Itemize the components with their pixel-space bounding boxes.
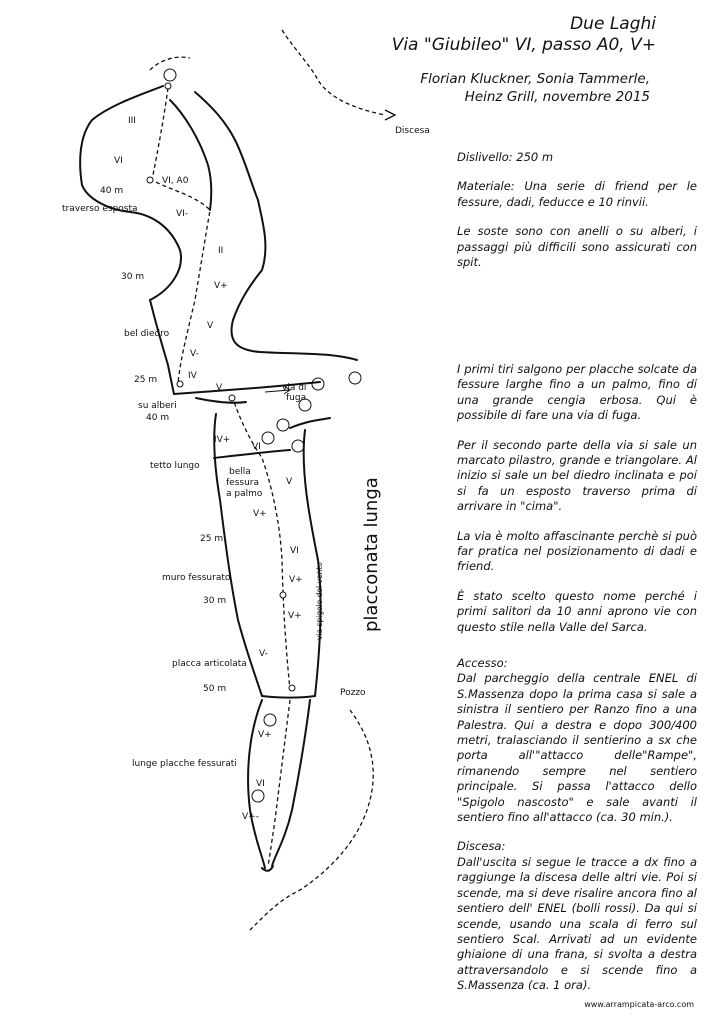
label-grade: V-: [259, 649, 268, 659]
label-grade: V+: [288, 611, 302, 621]
label-feature: a palmo: [226, 489, 263, 499]
spigolo-label: via spigolo del vento: [315, 562, 324, 640]
label-feature: placca articolata: [172, 659, 247, 669]
belay-4: [229, 395, 235, 401]
label-grade: V: [286, 477, 293, 487]
tree-icon: [312, 378, 324, 390]
label-grade: III: [128, 116, 136, 126]
label-feature: muro fessurato: [162, 573, 231, 583]
label-feature: bel diedro: [124, 329, 170, 339]
authors-line-1: Florian Kluckner, Sonia Tammerle,: [420, 71, 650, 87]
approach-path: [250, 710, 373, 930]
descent-path: [282, 30, 385, 115]
authors: [420, 70, 650, 106]
accesso-title: Accesso:: [457, 656, 508, 670]
soste: Le soste sono con anelli o su alberi, i passaggi più difficili sono assicurati con spit.: [457, 224, 697, 270]
pillar-inner-line: [170, 100, 211, 210]
label-length: 40 m: [100, 186, 124, 196]
title-line-2: Via "Giubileo" VI, passo A0, V+: [391, 35, 656, 55]
via-di-fuga-label: fuga: [286, 393, 307, 403]
route-lower: [268, 700, 290, 866]
desc-4: È stato scelto questo nome perché i primi salitori da 10 anni aprono vie con questo stile nella Valle del Sarca.: [457, 588, 697, 634]
placconata-label: placconata lunga: [361, 477, 382, 632]
tree-icon: [292, 440, 304, 452]
footer-url: www.arrampicata-arco.com: [584, 1000, 694, 1009]
discesa-text: Dall'uscita si segue le tracce a dx fino a raggiunge la discesa delle altri vie. Poi si scende, ma si deve risalire ancora fino al sentiero dell' ENEL (bolli rossi). Da qui si scende, usando una scala di ferro sul sentiero Scal. Arrivati ad un evidente ghiaione di una frana, si svolta a destra attraversandolo e si scende fino a S.Massenza (ca. 1 ora).: [457, 854, 697, 993]
label-grade: VI-: [176, 209, 189, 219]
label-grade: II: [218, 246, 224, 256]
label-grade: V+: [214, 281, 228, 291]
tree-icon: [252, 790, 264, 802]
label-grade: V+: [258, 730, 272, 740]
label-length: 50 m: [203, 684, 227, 694]
label-grade: VI: [114, 156, 123, 166]
label-grade: VI: [256, 779, 265, 789]
label-grade: V+-: [242, 812, 259, 822]
label-grade: VI, A0: [162, 176, 189, 186]
exit-path: [150, 57, 190, 70]
info-block-1: [457, 150, 697, 270]
belay-2: [147, 177, 153, 183]
label-feature: bella: [229, 467, 251, 477]
dislivello: Dislivello: 250 m: [457, 150, 554, 164]
tree-icon: [264, 714, 276, 726]
label-length: 25 m: [134, 375, 158, 385]
label-grade: V: [216, 383, 223, 393]
discesa-title: Discesa:: [457, 839, 506, 854]
tree-icon: [262, 432, 274, 444]
route-middle: [232, 396, 290, 690]
desc-1: I primi tiri salgono per placche solcate da fessure larghe fino a un palmo, fino di una grande cengia erbosa. Qui è possibile di fare una via di fuga.: [457, 362, 697, 423]
label-grade: IV+: [214, 435, 231, 445]
label-length: 40 m: [146, 413, 170, 423]
belt-line: [262, 696, 315, 698]
tree-icon: [277, 419, 289, 431]
belay-1: [165, 83, 171, 89]
lower-pillar-right: [272, 700, 310, 866]
lower-wall-right: [290, 418, 330, 696]
title-line-1: Due Laghi: [570, 14, 656, 34]
route-title: [392, 14, 656, 56]
label-feature: lunge placche fessurati: [132, 759, 237, 769]
label-feature: fessura: [226, 478, 260, 488]
desc-3: La via è molto affascinante perchè si può far pratica nel posizionamento di dadi e friend.: [457, 528, 697, 574]
belay-6: [289, 685, 295, 691]
label-length: 25 m: [200, 534, 224, 544]
label-grade: VI: [252, 442, 261, 452]
pillar-right-outline: [195, 92, 357, 360]
accesso-block: [457, 656, 697, 994]
ledge-lower: [196, 398, 246, 403]
label-grade: VI: [290, 546, 299, 556]
discesa-label: Discesa: [395, 126, 430, 136]
tree-icon: [164, 69, 176, 81]
authors-line-2: Heinz Grill, novembre 2015: [464, 89, 650, 105]
via-di-fuga-label: via di: [282, 383, 307, 393]
accesso-text: Dal parcheggio della centrale ENEL di S.Massenza dopo la prima casa si sale a sinistra il sentiero per Ranzo fino a una Palestra. Qui a destra e dopo 300/400 metri, tralasciando il sentierino a sx che porta all'"attacco delle"Rampe", rimanendo sempre nel sentiero principale. Si passa l'attacco dello "Spigolo nascosto" e sale avanti il sentiero fino all'attacco (ca. 30 min.).: [457, 671, 697, 825]
tree-icon: [349, 372, 361, 384]
belay-5: [280, 592, 286, 598]
label-length: 30 m: [203, 596, 227, 606]
label-feature: su alberi: [138, 401, 177, 411]
materiale: Materiale: Una serie di friend per le fessure, dadi, feducce e 10 rinvii.: [457, 179, 697, 209]
label-grade: V+: [289, 575, 303, 585]
label-grade: IV: [188, 371, 197, 381]
label-grade: V-: [190, 349, 199, 359]
info-block-2: [457, 362, 697, 635]
label-grade: V: [207, 321, 214, 331]
belay-3: [177, 381, 183, 387]
label-feature: tetto lungo: [150, 461, 200, 471]
pozzo-label: Pozzo: [340, 688, 366, 698]
desc-2: Per il secondo parte della via si sale un marcato pilastro, grande e triangolare. Al inizio si sale un bel diedro inclinata e poi si fa un esposto traverso prima di arrivare in "cima".: [457, 437, 697, 514]
discesa-arrow-icon: [385, 110, 395, 120]
label-grade: V+: [253, 509, 267, 519]
label-length: 30 m: [121, 272, 145, 282]
label-feature: traverso esposta: [62, 204, 138, 214]
